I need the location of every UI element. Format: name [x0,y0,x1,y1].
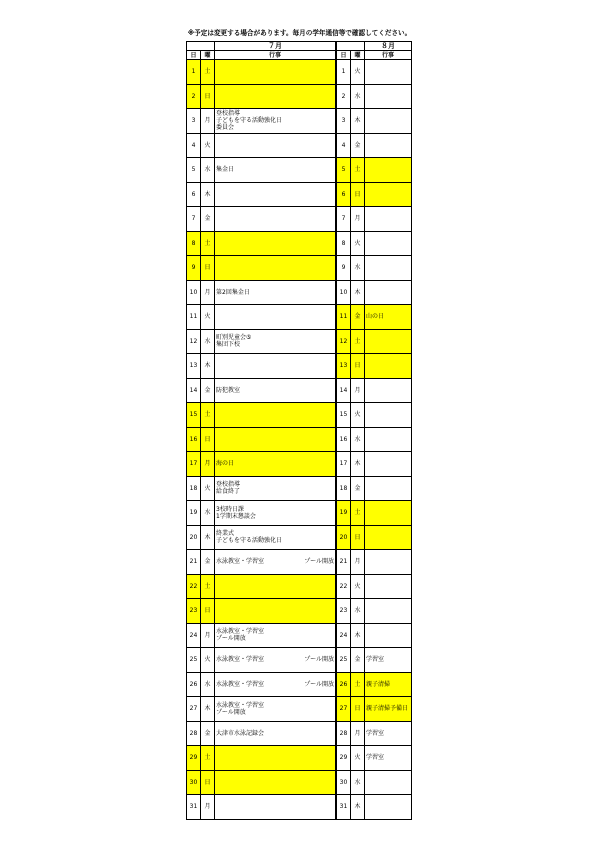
august-day-number: 23 [337,599,351,624]
july-day-number: 26 [187,672,201,697]
august-day-row [337,550,412,575]
july-schedule-table [186,41,336,820]
august-event-cell [365,452,412,477]
august-day-row [337,427,412,452]
august-day-number: 4 [337,133,351,158]
august-day-row [337,280,412,305]
july-event-cell [215,672,336,697]
august-day-number: 29 [337,746,351,771]
july-event-text: 終業式 子どもを守る活動強化日 [216,530,283,545]
august-event-cell [365,182,412,207]
august-weekday: 日 [351,525,365,550]
august-day-row [337,721,412,746]
august-weekday: 水 [351,599,365,624]
august-event-cell [365,403,412,428]
august-event-cell [365,770,412,795]
august-day-row [337,305,412,330]
july-event-text: 水泳教室・学習室 プール開放 [216,628,265,643]
july-day-row [187,60,336,85]
july-weekday: 木 [201,182,215,207]
july-event-right-text: プール開放 [304,656,334,664]
august-day-number: 9 [337,256,351,281]
july-event-cell [215,452,336,477]
august-event-cell [365,133,412,158]
august-day-number: 26 [337,672,351,697]
july-day-row [187,770,336,795]
july-event-cell [215,574,336,599]
july-weekday: 水 [201,672,215,697]
august-day-row [337,182,412,207]
july-weekday: 水 [201,501,215,526]
august-weekday: 火 [351,746,365,771]
july-event-cell [215,550,336,575]
august-day-row [337,501,412,526]
july-day-number: 24 [187,623,201,648]
july-event-cell [215,109,336,134]
july-event-cell [215,501,336,526]
august-event-text: 学習室 [366,656,385,664]
august-day-number: 12 [337,329,351,354]
july-day-row [187,231,336,256]
august-day-row [337,231,412,256]
july-weekday: 土 [201,231,215,256]
july-day-row [187,403,336,428]
july-event-text: 水泳教室・学習室 [216,656,265,664]
august-day-row [337,354,412,379]
august-weekday: 月 [351,550,365,575]
july-weekday: 金 [201,378,215,403]
august-event-cell [365,378,412,403]
august-event-cell [365,721,412,746]
august-event-text: 学習室 [366,729,385,737]
july-day-row [187,280,336,305]
july-event-cell [215,207,336,232]
july-day-number: 20 [187,525,201,550]
august-day-row [337,770,412,795]
august-weekday: 土 [351,501,365,526]
july-day-row [187,550,336,575]
august-weekday: 日 [351,697,365,722]
july-day-row [187,109,336,134]
july-weekday: 土 [201,746,215,771]
july-weekday: 月 [201,795,215,820]
july-day-number: 10 [187,280,201,305]
july-day-number: 2 [187,84,201,109]
august-weekday: 火 [351,574,365,599]
july-event-text: 町別児童会⑤ 集団下校 [216,334,252,349]
july-day-row [187,207,336,232]
august-event-cell [365,280,412,305]
july-weekday: 火 [201,133,215,158]
august-weekday: 日 [351,354,365,379]
july-event-cell [215,427,336,452]
august-event-text: 親子清掃 [366,680,391,688]
august-day-row [337,525,412,550]
july-event-cell [215,697,336,722]
july-day-row [187,84,336,109]
august-day-number: 19 [337,501,351,526]
august-month-header-row [337,42,412,51]
july-event-text: 集金日 [216,166,235,174]
july-day-number: 29 [187,746,201,771]
august-header-blank [337,42,365,51]
august-weekday: 火 [351,60,365,85]
july-day-number: 1 [187,60,201,85]
july-event-text: 水泳教室・学習室 [216,558,265,566]
august-col-events: 行事 [365,51,412,60]
july-weekday: 日 [201,84,215,109]
july-day-row [187,672,336,697]
august-day-number: 10 [337,280,351,305]
august-event-cell [365,256,412,281]
august-event-cell [365,525,412,550]
july-weekday: 日 [201,599,215,624]
july-day-row [187,158,336,183]
july-event-cell [215,280,336,305]
august-weekday: 金 [351,305,365,330]
august-weekday: 月 [351,721,365,746]
august-day-row [337,84,412,109]
august-day-number: 3 [337,109,351,134]
july-day-number: 11 [187,305,201,330]
august-event-cell [365,60,412,85]
august-weekday: 水 [351,427,365,452]
august-day-number: 17 [337,452,351,477]
july-header-blank [187,42,215,51]
august-event-cell [365,550,412,575]
july-weekday: 木 [201,697,215,722]
july-event-text: 登校指導 子どもを守る活動強化日 委員会 [216,110,283,132]
august-weekday: 木 [351,795,365,820]
july-weekday: 土 [201,403,215,428]
july-weekday: 土 [201,574,215,599]
august-day-row [337,158,412,183]
july-event-text: 水泳教室・学習室 プール開放 [216,701,265,716]
august-day-row [337,329,412,354]
august-day-row [337,476,412,501]
july-event-cell [215,231,336,256]
august-event-cell [365,795,412,820]
july-day-number: 8 [187,231,201,256]
august-weekday: 土 [351,158,365,183]
august-day-row [337,599,412,624]
august-day-row [337,60,412,85]
august-event-cell [365,158,412,183]
august-col-day: 日 [337,51,351,60]
august-weekday: 金 [351,476,365,501]
august-day-row [337,648,412,673]
july-event-cell [215,305,336,330]
august-day-row [337,207,412,232]
july-day-number: 12 [187,329,201,354]
july-event-cell [215,158,336,183]
july-day-row [187,476,336,501]
august-day-number: 5 [337,158,351,183]
july-event-cell [215,329,336,354]
august-day-number: 28 [337,721,351,746]
august-day-number: 15 [337,403,351,428]
july-event-cell [215,60,336,85]
july-day-row [187,648,336,673]
july-event-cell [215,256,336,281]
august-event-cell [365,648,412,673]
august-weekday: 水 [351,256,365,281]
july-weekday: 金 [201,550,215,575]
august-day-number: 7 [337,207,351,232]
july-weekday: 月 [201,109,215,134]
august-event-text: 学習室 [366,754,385,762]
august-day-number: 20 [337,525,351,550]
august-day-row [337,452,412,477]
august-weekday: 土 [351,672,365,697]
august-event-cell [365,476,412,501]
july-event-text: 登校指導 給食終了 [216,481,241,496]
july-event-text: 3校時日課 1学期末懇談会 [216,505,256,520]
july-day-number: 19 [187,501,201,526]
july-day-row [187,721,336,746]
august-day-row [337,574,412,599]
august-day-number: 22 [337,574,351,599]
july-weekday: 日 [201,256,215,281]
july-day-row [187,525,336,550]
july-event-text: 防犯教室 [216,386,241,394]
july-event-cell [215,403,336,428]
august-day-number: 25 [337,648,351,673]
july-weekday: 水 [201,329,215,354]
july-event-text: 大津市水泳記録会 [216,729,265,737]
july-event-cell [215,182,336,207]
july-day-number: 13 [187,354,201,379]
august-event-cell [365,231,412,256]
august-event-cell [365,574,412,599]
august-day-number: 21 [337,550,351,575]
august-event-cell [365,697,412,722]
july-month-label: ７月 [215,42,336,51]
august-weekday: 水 [351,84,365,109]
august-weekday: 月 [351,378,365,403]
july-weekday: 木 [201,354,215,379]
july-event-cell [215,354,336,379]
july-day-number: 28 [187,721,201,746]
july-weekday: 月 [201,452,215,477]
july-col-weekday: 曜 [201,51,215,60]
august-weekday: 木 [351,280,365,305]
august-day-row [337,623,412,648]
august-day-row [337,378,412,403]
july-weekday: 土 [201,60,215,85]
july-day-number: 14 [187,378,201,403]
august-day-number: 8 [337,231,351,256]
july-day-row [187,501,336,526]
july-day-number: 15 [187,403,201,428]
july-day-number: 4 [187,133,201,158]
july-day-row [187,574,336,599]
july-day-number: 5 [187,158,201,183]
august-day-row [337,746,412,771]
august-col-weekday: 曜 [351,51,365,60]
july-event-cell [215,133,336,158]
july-event-cell [215,623,336,648]
august-day-number: 14 [337,378,351,403]
august-day-row [337,133,412,158]
july-weekday: 金 [201,721,215,746]
july-weekday: 月 [201,623,215,648]
august-event-cell [365,427,412,452]
july-event-cell [215,770,336,795]
july-day-row [187,452,336,477]
august-day-row [337,672,412,697]
july-day-row [187,329,336,354]
july-day-number: 31 [187,795,201,820]
august-weekday: 金 [351,133,365,158]
july-day-number: 21 [187,550,201,575]
august-schedule-table [336,41,412,820]
august-day-number: 31 [337,795,351,820]
august-event-cell [365,329,412,354]
august-day-number: 11 [337,305,351,330]
july-event-cell [215,476,336,501]
july-event-cell [215,648,336,673]
august-weekday: 金 [351,648,365,673]
july-weekday: 金 [201,207,215,232]
july-day-number: 18 [187,476,201,501]
july-event-cell [215,378,336,403]
july-day-row [187,697,336,722]
august-month-label: ８月 [365,42,412,51]
july-day-number: 6 [187,182,201,207]
july-day-row [187,427,336,452]
july-weekday: 日 [201,427,215,452]
july-event-cell [215,795,336,820]
july-month-header-row [187,42,336,51]
august-day-row [337,403,412,428]
august-day-number: 30 [337,770,351,795]
july-event-right-text: プール開放 [304,680,334,688]
july-day-row [187,795,336,820]
july-weekday: 日 [201,770,215,795]
august-column-header-row [337,51,412,60]
august-event-cell [365,623,412,648]
july-event-cell [215,84,336,109]
august-day-row [337,697,412,722]
july-col-events: 行事 [215,51,336,60]
august-event-cell [365,746,412,771]
july-day-row [187,623,336,648]
july-day-row [187,305,336,330]
july-column-header-row [187,51,336,60]
july-weekday: 火 [201,305,215,330]
july-event-cell [215,599,336,624]
august-event-cell [365,501,412,526]
july-weekday: 火 [201,648,215,673]
august-day-number: 1 [337,60,351,85]
july-day-row [187,378,336,403]
july-weekday: 木 [201,525,215,550]
july-event-text: 水泳教室・学習室 [216,680,265,688]
august-weekday: 火 [351,403,365,428]
august-weekday: 土 [351,329,365,354]
july-day-number: 7 [187,207,201,232]
july-day-number: 22 [187,574,201,599]
august-weekday: 水 [351,770,365,795]
august-event-cell [365,599,412,624]
august-event-text: 山の日 [366,313,385,321]
august-event-cell [365,672,412,697]
july-day-row [187,182,336,207]
july-weekday: 月 [201,280,215,305]
schedule-note: ※予定は変更する場合があります。毎月の学年通信等で確認してください。 [187,29,412,37]
august-day-number: 2 [337,84,351,109]
july-event-cell [215,746,336,771]
july-day-number: 23 [187,599,201,624]
august-weekday: 日 [351,182,365,207]
july-day-row [187,133,336,158]
july-day-row [187,354,336,379]
july-event-cell [215,525,336,550]
july-event-text: 第2回集金日 [216,288,250,296]
august-day-number: 13 [337,354,351,379]
august-day-row [337,795,412,820]
august-weekday: 木 [351,623,365,648]
august-day-number: 18 [337,476,351,501]
august-day-number: 27 [337,697,351,722]
august-weekday: 木 [351,109,365,134]
july-day-number: 9 [187,256,201,281]
july-weekday: 水 [201,158,215,183]
august-event-text: 親子清掃予備日 [366,705,409,713]
august-weekday: 木 [351,452,365,477]
july-event-cell [215,721,336,746]
august-weekday: 月 [351,207,365,232]
august-weekday: 火 [351,231,365,256]
august-event-cell [365,84,412,109]
august-day-number: 6 [337,182,351,207]
july-day-number: 27 [187,697,201,722]
july-day-row [187,746,336,771]
august-day-number: 24 [337,623,351,648]
july-day-number: 25 [187,648,201,673]
july-day-number: 30 [187,770,201,795]
july-weekday: 火 [201,476,215,501]
july-day-row [187,256,336,281]
july-event-text: 海の日 [216,460,235,468]
august-day-row [337,256,412,281]
august-event-cell [365,207,412,232]
july-col-day: 日 [187,51,201,60]
july-day-number: 16 [187,427,201,452]
august-day-row [337,109,412,134]
august-day-number: 16 [337,427,351,452]
august-event-cell [365,354,412,379]
august-event-cell [365,305,412,330]
july-day-number: 17 [187,452,201,477]
august-event-cell [365,109,412,134]
july-event-right-text: プール開放 [304,558,334,566]
july-day-number: 3 [187,109,201,134]
july-day-row [187,599,336,624]
